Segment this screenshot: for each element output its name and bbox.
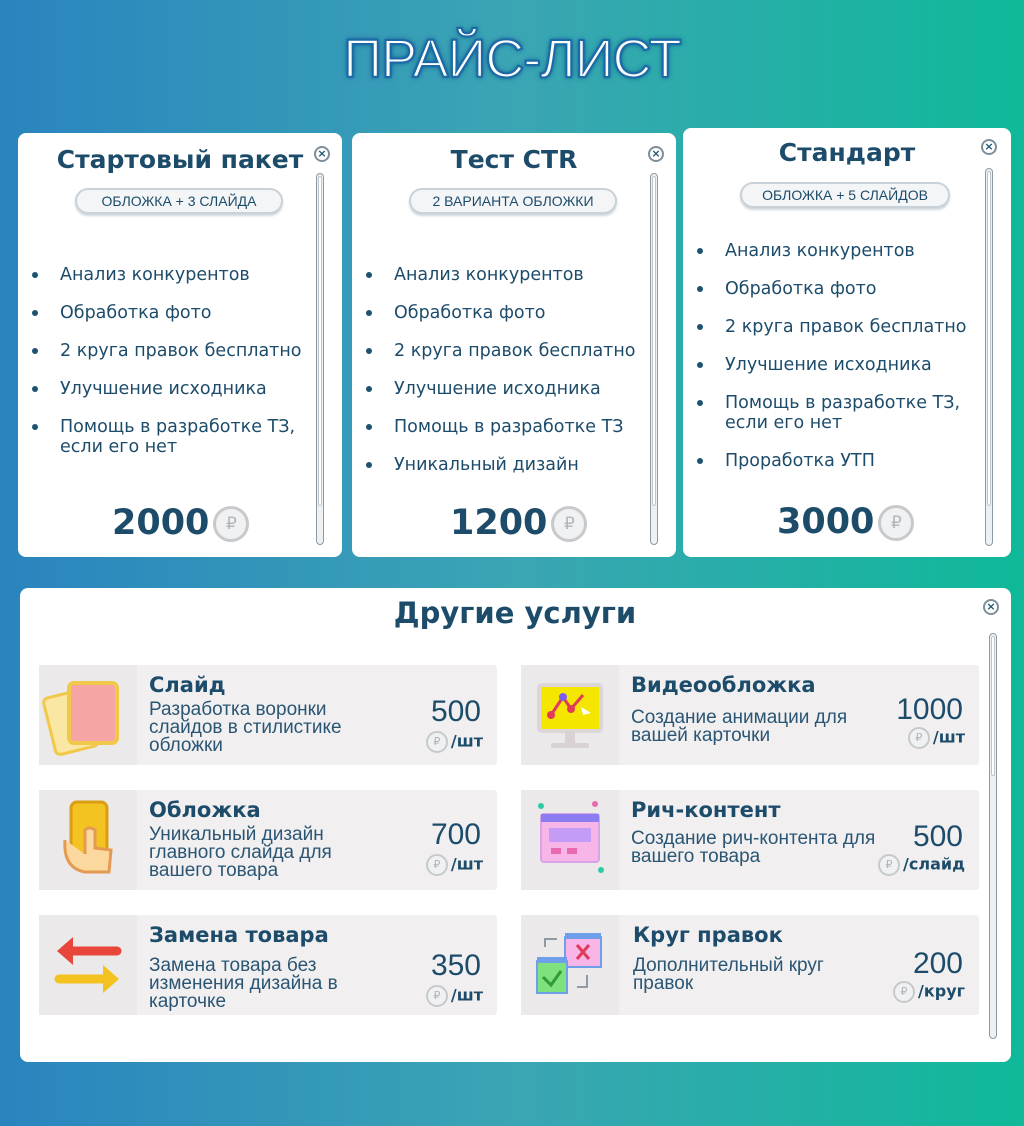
revision-windows-icon	[521, 915, 619, 1015]
service-desc: Замена товара без изменения дизайна в карточке	[149, 955, 338, 1012]
feature-item: 2 круга правок бесплатно	[366, 341, 651, 361]
feature-item: Анализ конкурентов	[32, 265, 312, 285]
service-desc: Уникальный дизайн главного слайда для вашего товара	[149, 824, 332, 881]
feature-item: Помощь в разработке ТЗ, если его нет	[697, 393, 987, 433]
service-unit: ₽ /шт	[426, 731, 483, 753]
service-item[interactable]	[39, 915, 497, 1015]
price-value: 2000	[112, 503, 210, 543]
feature-item: Помощь в разработке ТЗ	[366, 417, 651, 437]
package-price	[112, 503, 249, 543]
feature-item: Анализ конкурентов	[366, 265, 651, 285]
package-card-standard	[683, 128, 1011, 557]
scrollbar[interactable]	[989, 633, 997, 1039]
rich-content-browser-icon	[521, 790, 619, 890]
service-name: Видеообложка	[631, 673, 816, 697]
feature-item: Улучшение исходника	[366, 379, 651, 399]
ruble-coin-icon: ₽	[551, 506, 587, 542]
service-desc: Дополнительный круг правок	[633, 955, 824, 994]
service-item[interactable]	[39, 790, 497, 890]
service-name: Обложка	[149, 798, 261, 822]
package-badge: 2 ВАРИАНТА ОБЛОЖКИ	[409, 188, 617, 214]
feature-list	[366, 265, 651, 493]
service-name: Слайд	[149, 673, 226, 697]
feature-item: Помощь в разработке ТЗ, если его нет	[32, 417, 312, 457]
ruble-coin-icon: ₽	[426, 985, 448, 1007]
scrollbar[interactable]	[650, 173, 658, 545]
ruble-coin-icon: ₽	[878, 505, 914, 541]
service-item[interactable]	[521, 665, 979, 765]
price-value: 1200	[450, 503, 548, 543]
package-title: Стандарт	[778, 138, 916, 167]
feature-item: Обработка фото	[32, 303, 312, 323]
feature-item: 2 круга правок бесплатно	[32, 341, 312, 361]
other-services-title: Другие услуги	[393, 596, 637, 630]
service-price: 1000	[896, 693, 963, 726]
ruble-coin-icon: ₽	[893, 981, 915, 1003]
ruble-coin-icon: ₽	[878, 854, 900, 876]
service-price: 350	[430, 949, 481, 982]
package-title: Стартовый пакет	[56, 145, 304, 174]
package-card-starter	[18, 133, 342, 557]
service-item[interactable]	[521, 790, 979, 890]
feature-item: 2 круга правок бесплатно	[697, 317, 987, 337]
package-badge: ОБЛОЖКА + 3 СЛАЙДА	[75, 188, 283, 214]
close-icon[interactable]: ×	[648, 146, 664, 162]
close-icon[interactable]: ×	[981, 139, 997, 155]
price-value: 3000	[777, 502, 875, 542]
close-icon[interactable]: ×	[983, 599, 999, 615]
package-badge: ОБЛОЖКА + 5 СЛАЙДОВ	[740, 182, 950, 208]
service-unit: ₽ /шт	[426, 985, 483, 1007]
hand-card-icon	[39, 790, 137, 890]
ruble-coin-icon: ₽	[213, 506, 249, 542]
service-item[interactable]	[521, 915, 979, 1015]
slide-cards-icon	[39, 665, 137, 765]
service-name: Круг правок	[633, 923, 783, 947]
feature-item: Уникальный дизайн	[366, 455, 651, 475]
service-desc: Создание анимации для вашей карточки	[631, 707, 848, 746]
service-price: 500	[430, 695, 481, 728]
ruble-coin-icon: ₽	[908, 727, 930, 749]
feature-item: Проработка УТП	[697, 451, 987, 471]
package-price	[450, 503, 587, 543]
video-monitor-icon	[521, 665, 619, 765]
service-name: Замена товара	[149, 923, 329, 947]
service-price: 200	[912, 947, 963, 980]
service-unit: ₽ /круг	[893, 981, 965, 1003]
service-unit: ₽ /шт	[426, 854, 483, 876]
service-desc: Разработка воронки слайдов в стилистике обложки	[149, 699, 342, 756]
service-unit: ₽ /шт	[908, 727, 965, 749]
feature-item: Анализ конкурентов	[697, 241, 987, 261]
feature-item: Улучшение исходника	[697, 355, 987, 375]
service-price: 700	[430, 818, 481, 851]
ruble-coin-icon: ₽	[426, 854, 448, 876]
service-desc: Создание рич-контента для вашего товара	[631, 828, 876, 867]
feature-item: Обработка фото	[697, 279, 987, 299]
package-card-ctr	[352, 133, 676, 557]
ruble-coin-icon: ₽	[426, 731, 448, 753]
page-title: ПРАЙС-ЛИСТ	[343, 29, 681, 89]
scrollbar[interactable]	[316, 173, 324, 545]
feature-item: Улучшение исходника	[32, 379, 312, 399]
service-price: 500	[912, 820, 963, 853]
service-unit: ₽ /слайд	[878, 854, 965, 876]
feature-list	[697, 241, 987, 489]
package-title: Тест CTR	[450, 145, 578, 174]
service-name: Рич-контент	[631, 798, 781, 822]
package-price	[777, 502, 914, 542]
feature-list	[32, 265, 312, 475]
feature-item: Обработка фото	[366, 303, 651, 323]
swap-arrows-icon	[39, 915, 137, 1015]
close-icon[interactable]: ×	[314, 146, 330, 162]
service-item[interactable]	[39, 665, 497, 765]
